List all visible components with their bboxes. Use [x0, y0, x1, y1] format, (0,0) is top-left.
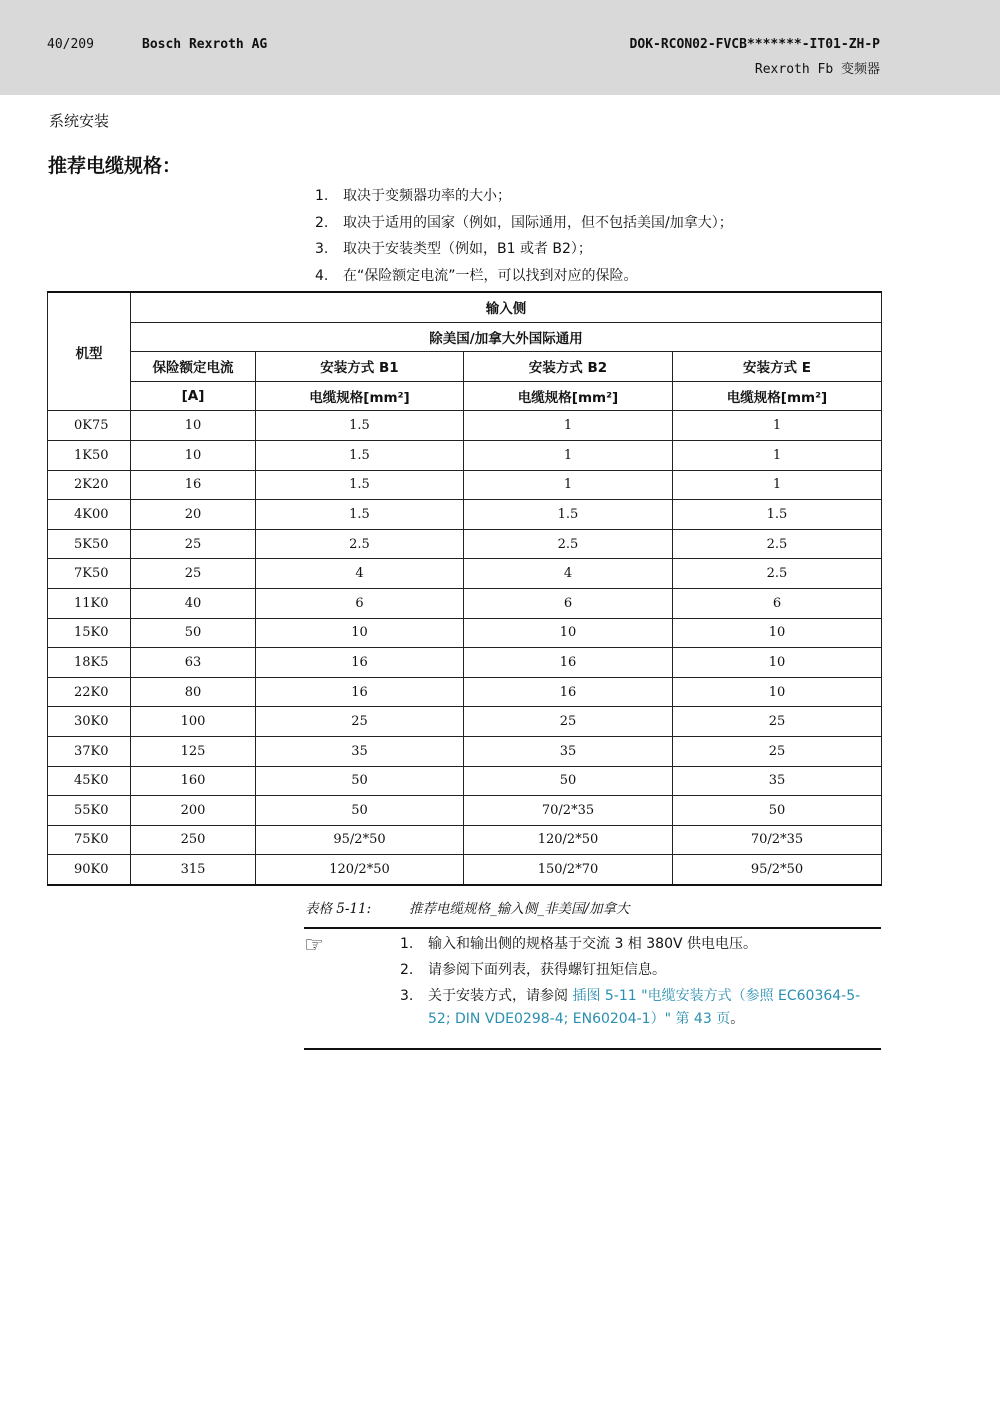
table-row — [48, 440, 882, 470]
mount-e-header: 安装方式 E — [673, 352, 882, 382]
value-cell: 4 — [464, 559, 673, 589]
mount-b1-header: 安装方式 B1 — [256, 352, 464, 382]
value-cell: 2.5 — [673, 559, 882, 589]
value-cell: 10 — [673, 618, 882, 648]
input-side-header: 输入侧 — [131, 292, 882, 322]
list-item: 1. 取决于变频器功率的大小； — [315, 188, 511, 204]
value-cell: 250 — [131, 825, 256, 855]
model-cell: 18K5 — [48, 648, 131, 678]
value-cell: 1.5 — [256, 470, 464, 500]
table-row — [48, 588, 882, 618]
value-cell: 1 — [464, 411, 673, 441]
note-box — [304, 927, 881, 1050]
list-item: 3. 取决于安装类型（例如，B1 或者 B2）； — [315, 241, 592, 257]
value-cell: 100 — [131, 707, 256, 737]
value-cell: 1.5 — [256, 411, 464, 441]
model-cell: 2K20 — [48, 470, 131, 500]
requirements-list — [315, 183, 733, 289]
value-cell: 50 — [256, 766, 464, 796]
value-cell: 4 — [256, 559, 464, 589]
value-cell: 16 — [464, 677, 673, 707]
value-cell: 10 — [256, 618, 464, 648]
model-cell: 22K0 — [48, 677, 131, 707]
list-item: 2. 请参阅下面列表，获得螺钉扭矩信息。 — [400, 962, 666, 978]
value-cell: 70/2*35 — [464, 796, 673, 826]
table-row — [48, 855, 882, 885]
value-cell: 50 — [131, 618, 256, 648]
value-cell: 10 — [131, 411, 256, 441]
value-cell: 120/2*50 — [256, 855, 464, 885]
value-cell: 70/2*35 — [673, 825, 882, 855]
value-cell: 35 — [464, 736, 673, 766]
value-cell: 6 — [673, 588, 882, 618]
value-cell: 80 — [131, 677, 256, 707]
model-cell: 15K0 — [48, 618, 131, 648]
table-row — [48, 648, 882, 678]
model-cell: 4K00 — [48, 500, 131, 530]
value-cell: 95/2*50 — [256, 825, 464, 855]
value-cell: 25 — [256, 707, 464, 737]
model-cell: 90K0 — [48, 855, 131, 885]
table-row — [48, 618, 882, 648]
value-cell: 1.5 — [464, 500, 673, 530]
model-cell: 37K0 — [48, 736, 131, 766]
value-cell: 25 — [131, 559, 256, 589]
value-cell: 50 — [673, 796, 882, 826]
mount-b2-header: 安装方式 B2 — [464, 352, 673, 382]
value-cell: 16 — [256, 648, 464, 678]
region-header: 除美国/加拿大外国际通用 — [131, 322, 882, 352]
value-cell: 1 — [464, 440, 673, 470]
page-heading: 推荐电缆规格： — [48, 155, 182, 177]
cable-header-b2: 电缆规格[mm²] — [464, 381, 673, 411]
value-cell: 20 — [131, 500, 256, 530]
value-cell: 125 — [131, 736, 256, 766]
note-list — [400, 933, 880, 1034]
value-cell: 1.5 — [673, 500, 882, 530]
value-cell: 25 — [673, 707, 882, 737]
model-cell: 1K50 — [48, 440, 131, 470]
model-cell: 55K0 — [48, 796, 131, 826]
table-row — [48, 736, 882, 766]
cable-header-e: 电缆规格[mm²] — [673, 381, 882, 411]
model-cell: 75K0 — [48, 825, 131, 855]
value-cell: 63 — [131, 648, 256, 678]
value-cell: 1 — [464, 470, 673, 500]
value-cell: 35 — [673, 766, 882, 796]
list-item: 1. 输入和输出侧的规格基于交流 3 相 380V 供电电压。 — [400, 936, 758, 952]
product-name: Rexroth Fb 变频器 — [754, 62, 880, 77]
value-cell: 1 — [673, 411, 882, 441]
model-cell: 0K75 — [48, 411, 131, 441]
table-row — [48, 677, 882, 707]
list-item: 3. 关于安装方式，请参阅 插图 5-11 "电缆安装方式（参照 EC60364-5-52; DIN VDE0298-4; EN60204-1）" 第 43 页。 — [400, 988, 861, 1027]
value-cell: 16 — [131, 470, 256, 500]
value-cell: 315 — [131, 855, 256, 885]
fuse-header: 保险额定电流 — [131, 352, 256, 382]
cable-header-b1: 电缆规格[mm²] — [256, 381, 464, 411]
model-header: 机型 — [48, 292, 131, 411]
value-cell: 50 — [256, 796, 464, 826]
value-cell: 16 — [464, 648, 673, 678]
figure-link[interactable]: 插图 5-11 "电缆安装方式（参照 EC60364-5-52; DIN VDE0298-4; EN60204-1）" 第 43 页 — [428, 988, 861, 1027]
value-cell: 25 — [673, 736, 882, 766]
value-cell: 95/2*50 — [673, 855, 882, 885]
value-cell: 1 — [673, 440, 882, 470]
model-cell: 7K50 — [48, 559, 131, 589]
list-item: 4. 在“保险额定电流”一栏，可以找到对应的保险。 — [315, 267, 638, 284]
document-id: DOK-RCON02-FVCB*******-IT01-ZH-P — [629, 37, 880, 52]
table-row — [48, 766, 882, 796]
value-cell: 50 — [464, 766, 673, 796]
model-cell: 30K0 — [48, 707, 131, 737]
table-row — [48, 559, 882, 589]
value-cell: 6 — [256, 588, 464, 618]
value-cell: 120/2*50 — [464, 825, 673, 855]
value-cell: 10 — [131, 440, 256, 470]
value-cell: 10 — [673, 648, 882, 678]
table-row — [48, 825, 882, 855]
value-cell: 2.5 — [673, 529, 882, 559]
value-cell: 2.5 — [256, 529, 464, 559]
value-cell: 25 — [131, 529, 256, 559]
table-caption — [305, 897, 630, 917]
value-cell: 200 — [131, 796, 256, 826]
cable-spec-table — [47, 291, 882, 886]
value-cell: 160 — [131, 766, 256, 796]
table-row — [48, 500, 882, 530]
caption-label: 表格 5-11: — [305, 901, 372, 917]
value-cell: 16 — [256, 677, 464, 707]
table-row — [48, 707, 882, 737]
table-row — [48, 796, 882, 826]
value-cell: 2.5 — [464, 529, 673, 559]
value-cell: 10 — [464, 618, 673, 648]
section-title: 系统安装 — [49, 112, 110, 130]
value-cell: 1 — [673, 470, 882, 500]
table-row — [48, 411, 882, 441]
page-number: 40/209 — [47, 37, 94, 52]
company-name: Bosch Rexroth AG — [142, 37, 268, 52]
value-cell: 6 — [464, 588, 673, 618]
model-cell: 5K50 — [48, 529, 131, 559]
table-row — [48, 470, 882, 500]
value-cell: 150/2*70 — [464, 855, 673, 885]
page-header — [0, 0, 1000, 95]
caption-text: 推荐电缆规格_输入侧_非美国/加拿大 — [409, 901, 630, 917]
value-cell: 10 — [673, 677, 882, 707]
list-item: 2. 取决于适用的国家（例如，国际通用，但不包括美国/加拿大）； — [315, 214, 733, 231]
pointing-hand-icon: ☞ — [304, 933, 324, 958]
value-cell: 35 — [256, 736, 464, 766]
model-cell: 45K0 — [48, 766, 131, 796]
table-row — [48, 529, 882, 559]
fuse-unit: [A] — [131, 381, 256, 411]
value-cell: 1.5 — [256, 500, 464, 530]
model-cell: 11K0 — [48, 588, 131, 618]
value-cell: 25 — [464, 707, 673, 737]
value-cell: 1.5 — [256, 440, 464, 470]
value-cell: 40 — [131, 588, 256, 618]
